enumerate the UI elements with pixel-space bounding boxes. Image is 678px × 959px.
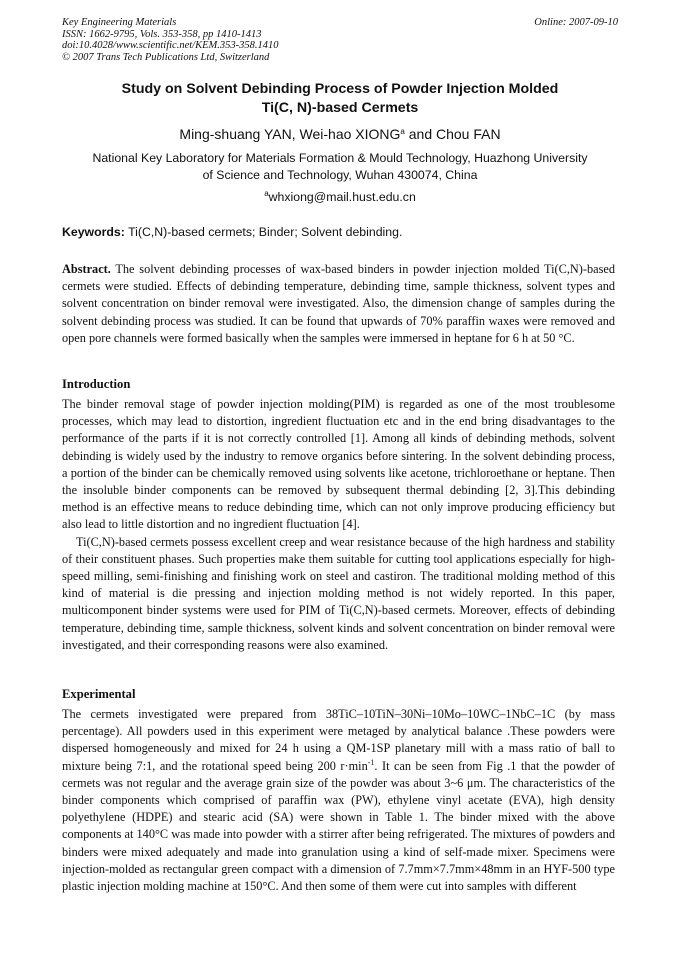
authors-main: Ming-shuang YAN, Wei-hao XIONG: [179, 126, 401, 142]
doi-line: doi:10.4028/www.scientific.net/KEM.353-358.1410: [62, 40, 279, 51]
author-affil-mark: a: [400, 127, 405, 136]
email-address[interactable]: whxiong@mail.hust.edu.cn: [268, 190, 416, 204]
copyright-line: © 2007 Trans Tech Publications Ltd, Switzerland: [62, 51, 270, 63]
keywords-text: Ti(C,N)-based cermets; Binder; Solvent debinding.: [124, 225, 403, 239]
authors-tail: and Chou FAN: [404, 126, 501, 142]
unit-exponent: -1: [367, 757, 375, 767]
introduction-body: [62, 396, 615, 654]
introduction-heading: Introduction: [62, 377, 131, 391]
journal-name: Key Engineering Materials: [62, 17, 177, 28]
experimental-heading: Experimental: [62, 687, 136, 701]
affiliation-line-1: National Key Laboratory for Materials Formation & Mould Technology, Huazhong University: [92, 151, 588, 165]
abstract: [62, 261, 615, 347]
experimental-text-a: The cermets investigated were prepared from 38TiC–10TiN–30Ni–10Mo–10WC–1NbC–1C (by mass percentage). All powders used in this experiment were metaged by analytical balance .These powders were dispersed homogeneously and mixed for 24 h using a QM-1SP planetary mill with a mass ratio of ball to mixture being 7:1, and the rotational speed being 200 r·min: [62, 707, 615, 773]
affiliation: [62, 150, 618, 184]
experimental-body: [62, 706, 615, 895]
online-date: Online: 2007-09-10: [534, 17, 618, 28]
affiliation-line-2: of Science and Technology, Wuhan 430074, China: [202, 168, 478, 182]
keywords-label: Keywords:: [62, 225, 125, 239]
keywords: [62, 224, 618, 240]
author-list: [62, 124, 618, 144]
experimental-text-b: . It can be seen from Fig .1 that the powder of cermets was not regular and the average grain size of the powder was about 3~6 μm. The characteristics of the binder components which comprised of paraffin wax (PW), ethylene vinyl acetate (EVA), high density polyethylene (HDPE) and stearic acid (SA) were shown in Table 1. The binder mixed with the above components at 140°C was made into powder with a stirrer after being refrigerated. The mixtures of powders and binders were mixed adequately and made into granulation using a kind of self-made mixer. Specimens were injection-molded as rectangular green compact with a dimension of 7.7mm×7.7mm×48mm in an HYF-500 type plastic injection molding machine at 150°C. And then some of them were cut into samples with different: [62, 758, 615, 894]
title-line-1: Study on Solvent Debinding Process of Powder Injection Molded: [121, 81, 559, 97]
email-affil-mark: a: [264, 189, 269, 198]
introduction-paragraph-2: Ti(C,N)-based cermets possess excellent creep and wear resistance because of the high hardness and stability of their constituent phases. Such properties make them suitable for cutting tool applications especially for high-speed milling, semi-finishing and finishing work on steel and castiron. The traditional molding method of this kind of material is die pressing and injection molding method is not widely reported. In this paper, multicomponent binder systems were used for PIM of Ti(C,N)-based cermets. Moreover, effects of debinding temperature, debinding time, sample thickness, solvent kinds and solvent concentration on binder removal were investigated, and their corresponding reasons were also examined.: [62, 534, 615, 652]
title-line-2: Ti(C, N)-based Cermets: [261, 100, 419, 116]
journal-header: [62, 17, 618, 63]
contact-email: [62, 189, 618, 205]
paper-title: [62, 80, 618, 118]
introduction-paragraph-1: The binder removal stage of powder injection molding(PIM) is regarded as one of the most troublesome processes, which may lead to distortion, ingredient fluctuation etc and in the end bring disadvantages to the performance of the parts if it is not correctly controlled [1]. Among all kinds of debinding methods, solvent debinding is widely used by the industry to remove organics before sintering. In the solvent debinding process, a portion of the binder can be chemically removed using solvents like acetone, trichloroethane or heptane. Then the insoluble binder components can be removed by subsequent thermal debinding [2, 3].This debinding method is an effective means to reduce debinding time, which can not only improve producing efficiency but also lead to little distortion and no ingredient fluctuation [4].: [62, 397, 615, 532]
experimental-paragraph-1: [62, 706, 615, 895]
abstract-label: Abstract.: [62, 262, 111, 276]
abstract-text: The solvent debinding processes of wax-based binders in powder injection molded Ti(C,N)-based cermets were studied. Effects of debinding temperature, debinding time, sample thickness, solvent types and solvent concentration on binder removal were investigated. Also, the dimension change of samples during the solvent debinding process was studied. It can be found that upwards of 70% paraffin waxes were removed and open pore channels were formed basically when the samples were immersed in heptane for 6 h at 50 °C.: [62, 262, 615, 345]
issn-line: ISSN: 1662-9795, Vols. 353-358, pp 1410-1413: [62, 28, 262, 40]
